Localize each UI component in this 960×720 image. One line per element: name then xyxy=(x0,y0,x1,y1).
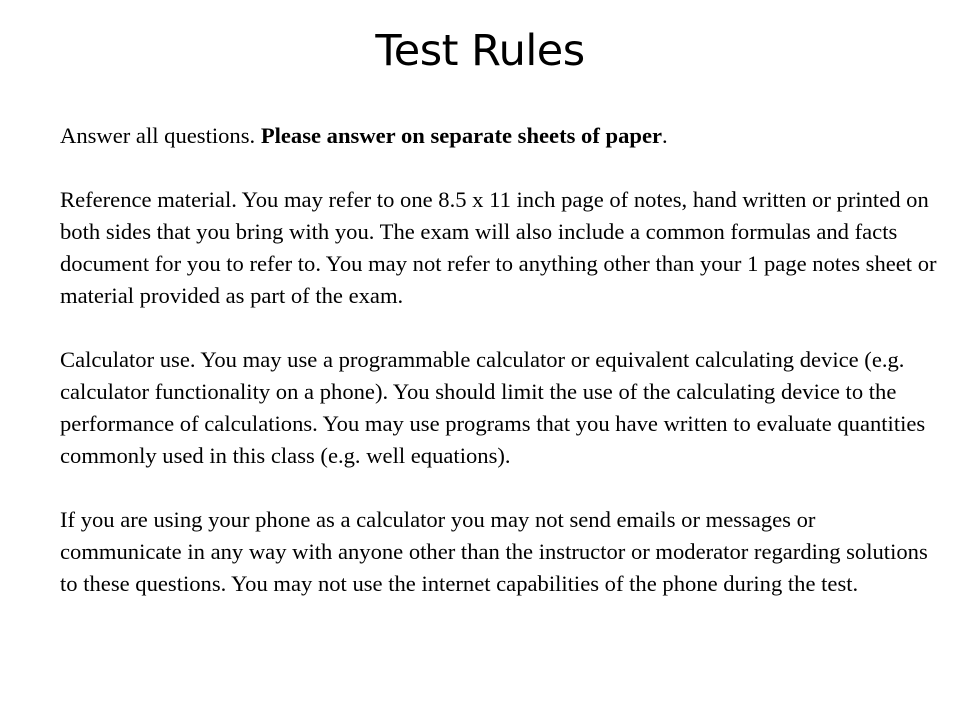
paragraph-calculator-use: Calculator use. You may use a programmable calculator or equivalent calculating device (e.g. calculator functionality on a phone). You should limit the use of the calculating device to the performance of calculations. You may use programs that you have written to evaluate quantities commonly used in this class (e.g. well equations). xyxy=(60,347,926,468)
paragraph-answer-questions-tail: . xyxy=(662,123,668,148)
paragraph-answer-questions xyxy=(60,120,940,152)
paragraph-answer-questions-lead: Answer all questions. xyxy=(60,123,261,148)
paragraph-reference-material: Reference material. You may refer to one 8.5 x 11 inch page of notes, hand written or printed on both sides that you bring with you. The exam will also include a common formulas and facts document for you to refer to. You may not refer to anything other than your 1 page notes sheet or material provided as part of the exam. xyxy=(60,187,937,308)
paragraph-phone-calculator: If you are using your phone as a calculator you may not send emails or messages or communicate in any way with anyone other than the instructor or moderator regarding solutions to these questions. You may not use the internet capabilities of the phone during the test. xyxy=(60,507,928,596)
slide-title: Test Rules xyxy=(375,26,585,76)
slide-body xyxy=(60,120,940,600)
paragraph-answer-questions-emphasis: Please answer on separate sheets of paper xyxy=(260,123,663,148)
